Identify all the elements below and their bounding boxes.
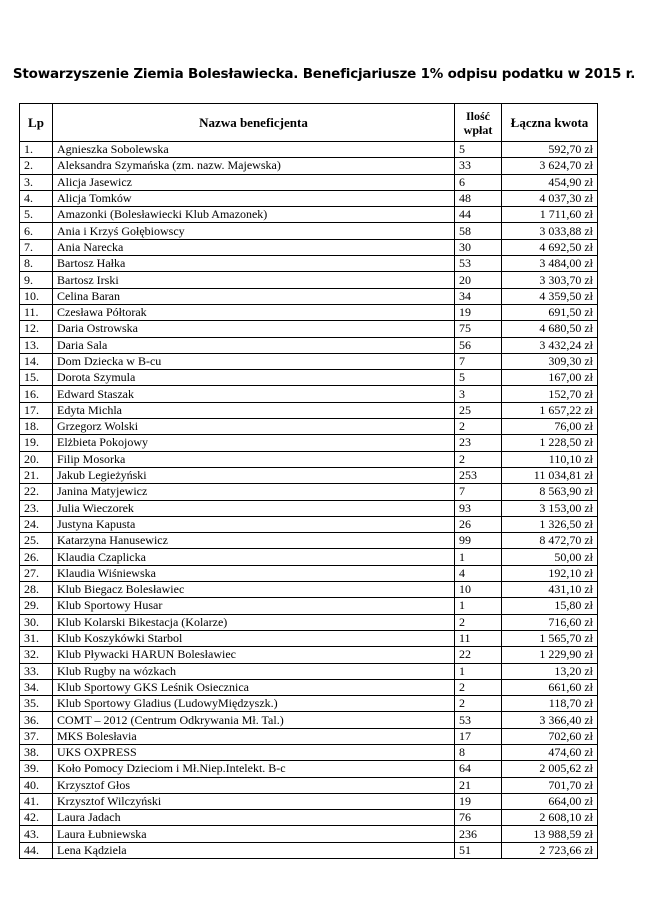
table-row [20,500,598,516]
header-count [455,104,502,142]
row-count: 2 [455,614,502,630]
row-amount: 691,50 zł [502,304,598,320]
row-amount: 11 034,81 zł [502,467,598,483]
row-name: Julia Wieczorek [53,500,455,516]
row-amount: 2 005,62 zł [502,761,598,777]
table-row [20,467,598,483]
row-name: Krzysztof Głos [53,777,455,793]
table-row [20,630,598,646]
row-count: 75 [455,321,502,337]
row-amount: 3 366,40 zł [502,712,598,728]
row-lp: 28. [20,582,53,598]
row-lp: 24. [20,516,53,532]
row-name: Dom Dziecka w B-cu [53,353,455,369]
row-amount: 4 037,30 zł [502,190,598,206]
row-name: UKS OXPRESS [53,744,455,760]
row-count: 1 [455,598,502,614]
row-name: Klub Rugby na wózkach [53,663,455,679]
row-count: 53 [455,256,502,272]
row-lp: 3. [20,174,53,190]
row-name: Daria Ostrowska [53,321,455,337]
row-count: 1 [455,663,502,679]
row-lp: 18. [20,419,53,435]
row-count: 17 [455,728,502,744]
row-amount: 118,70 zł [502,696,598,712]
row-amount: 13,20 zł [502,663,598,679]
row-lp: 19. [20,435,53,451]
row-lp: 10. [20,288,53,304]
row-amount: 8 563,90 zł [502,484,598,500]
row-count: 2 [455,451,502,467]
row-name: Bartosz Irski [53,272,455,288]
row-amount: 1 229,90 zł [502,647,598,663]
row-name: MKS Bolesłavia [53,728,455,744]
row-count: 34 [455,288,502,304]
row-name: Amazonki (Bolesławiecki Klub Amazonek) [53,207,455,223]
row-lp: 4. [20,190,53,206]
row-name: Celina Baran [53,288,455,304]
header-lp: Lp [20,104,53,142]
row-amount: 716,60 zł [502,614,598,630]
row-count: 2 [455,696,502,712]
row-name: Daria Sala [53,337,455,353]
header-count-line2: wpłat [463,122,493,137]
row-lp: 9. [20,272,53,288]
row-amount: 661,60 zł [502,679,598,695]
row-count: 53 [455,712,502,728]
row-name: Alicja Tomków [53,190,455,206]
row-count: 253 [455,467,502,483]
row-count: 6 [455,174,502,190]
row-lp: 26. [20,549,53,565]
row-amount: 1 326,50 zł [502,516,598,532]
table-row [20,679,598,695]
row-amount: 474,60 zł [502,744,598,760]
row-name: COMT – 2012 (Centrum Odkrywania Mł. Tal.) [53,712,455,728]
row-count: 76 [455,810,502,826]
row-name: Jakub Legieżyński [53,467,455,483]
row-lp: 42. [20,810,53,826]
table-row [20,582,598,598]
page-title: Stowarzyszenie Ziemia Bolesławiecka. Beneficjariusze 1% odpisu podatku w 2015 r. [12,66,636,82]
row-name: Klub Pływacki HARUN Bolesławiec [53,647,455,663]
row-count: 7 [455,484,502,500]
table-row [20,337,598,353]
row-count: 8 [455,744,502,760]
row-count: 2 [455,419,502,435]
row-count: 3 [455,386,502,402]
row-name: Filip Mosorka [53,451,455,467]
row-lp: 37. [20,728,53,744]
row-name: Janina Matyjewicz [53,484,455,500]
row-amount: 8 472,70 zł [502,533,598,549]
row-lp: 30. [20,614,53,630]
row-lp: 2. [20,158,53,174]
table-row [20,565,598,581]
table-row [20,370,598,386]
row-lp: 22. [20,484,53,500]
row-amount: 110,10 zł [502,451,598,467]
row-count: 5 [455,370,502,386]
row-lp: 1. [20,142,53,158]
row-name: Laura Łubniewska [53,826,455,842]
row-amount: 431,10 zł [502,582,598,598]
row-lp: 8. [20,256,53,272]
row-name: Bartosz Hałka [53,256,455,272]
beneficiaries-table [19,103,598,859]
row-amount: 309,30 zł [502,353,598,369]
row-name: Klaudia Czaplicka [53,549,455,565]
row-amount: 1 228,50 zł [502,435,598,451]
row-lp: 34. [20,679,53,695]
row-amount: 2 723,66 zł [502,842,598,858]
row-count: 30 [455,239,502,255]
row-lp: 5. [20,207,53,223]
table-row [20,321,598,337]
table-row [20,761,598,777]
row-name: Aleksandra Szymańska (zm. nazw. Majewska) [53,158,455,174]
row-count: 25 [455,402,502,418]
row-name: Ania Narecka [53,239,455,255]
table-row [20,207,598,223]
table-row [20,386,598,402]
row-name: Klub Kolarski Bikestacja (Kolarze) [53,614,455,630]
row-amount: 1 657,22 zł [502,402,598,418]
table-row [20,549,598,565]
row-amount: 592,70 zł [502,142,598,158]
row-amount: 50,00 zł [502,549,598,565]
row-lp: 40. [20,777,53,793]
table-row [20,142,598,158]
row-name: Lena Kądziela [53,842,455,858]
row-amount: 3 484,00 zł [502,256,598,272]
row-amount: 3 033,88 zł [502,223,598,239]
row-amount: 76,00 zł [502,419,598,435]
table-row [20,533,598,549]
row-amount: 701,70 zł [502,777,598,793]
table-row [20,598,598,614]
row-count: 44 [455,207,502,223]
row-count: 20 [455,272,502,288]
row-name: Klaudia Wiśniewska [53,565,455,581]
row-lp: 38. [20,744,53,760]
row-amount: 4 680,50 zł [502,321,598,337]
row-lp: 14. [20,353,53,369]
table-row [20,435,598,451]
row-amount: 4 692,50 zł [502,239,598,255]
row-amount: 167,00 zł [502,370,598,386]
table-row [20,223,598,239]
row-lp: 41. [20,793,53,809]
row-amount: 664,00 zł [502,793,598,809]
table-row [20,402,598,418]
row-count: 93 [455,500,502,516]
row-amount: 4 359,50 zł [502,288,598,304]
row-count: 2 [455,679,502,695]
row-name: Klub Koszykówki Starbol [53,630,455,646]
row-count: 22 [455,647,502,663]
row-count: 21 [455,777,502,793]
table-row [20,516,598,532]
row-amount: 1 565,70 zł [502,630,598,646]
table-row [20,256,598,272]
row-amount: 702,60 zł [502,728,598,744]
row-amount: 3 432,24 zł [502,337,598,353]
table-row [20,614,598,630]
row-lp: 39. [20,761,53,777]
table-row [20,158,598,174]
row-lp: 31. [20,630,53,646]
table-row [20,288,598,304]
row-amount: 3 624,70 zł [502,158,598,174]
row-count: 236 [455,826,502,842]
table-body [20,142,598,859]
table-row [20,239,598,255]
table-row [20,712,598,728]
row-count: 19 [455,304,502,320]
table-header-row [20,104,598,142]
row-lp: 15. [20,370,53,386]
row-lp: 6. [20,223,53,239]
row-lp: 29. [20,598,53,614]
row-name: Klub Sportowy Husar [53,598,455,614]
row-count: 64 [455,761,502,777]
table-row [20,696,598,712]
row-name: Agnieszka Sobolewska [53,142,455,158]
header-amount: Łączna kwota [502,104,598,142]
row-name: Klub Sportowy Gladius (LudowyMiędzyszk.) [53,696,455,712]
table-row [20,810,598,826]
row-lp: 27. [20,565,53,581]
row-count: 1 [455,549,502,565]
row-name: Klub Biegacz Bolesławiec [53,582,455,598]
row-count: 51 [455,842,502,858]
row-count: 26 [455,516,502,532]
row-lp: 21. [20,467,53,483]
row-amount: 13 988,59 zł [502,826,598,842]
table-row [20,793,598,809]
row-lp: 33. [20,663,53,679]
table-row [20,728,598,744]
row-amount: 2 608,10 zł [502,810,598,826]
row-lp: 36. [20,712,53,728]
row-lp: 25. [20,533,53,549]
row-amount: 3 303,70 zł [502,272,598,288]
header-count-line1: Ilość [466,108,490,123]
table-row [20,353,598,369]
row-count: 11 [455,630,502,646]
table-row [20,190,598,206]
row-count: 23 [455,435,502,451]
row-lp: 11. [20,304,53,320]
row-count: 58 [455,223,502,239]
row-name: Koło Pomocy Dzieciom i Mł.Niep.Intelekt. B-c [53,761,455,777]
row-lp: 35. [20,696,53,712]
row-lp: 16. [20,386,53,402]
table-row [20,272,598,288]
row-name: Ania i Krzyś Gołębiowscy [53,223,455,239]
row-name: Alicja Jasewicz [53,174,455,190]
row-name: Czesława Półtorak [53,304,455,320]
table-row [20,744,598,760]
row-lp: 20. [20,451,53,467]
row-name: Grzegorz Wolski [53,419,455,435]
table-row [20,663,598,679]
row-lp: 17. [20,402,53,418]
row-name: Katarzyna Hanusewicz [53,533,455,549]
table-row [20,647,598,663]
row-lp: 12. [20,321,53,337]
row-lp: 7. [20,239,53,255]
row-count: 10 [455,582,502,598]
table-row [20,484,598,500]
row-count: 4 [455,565,502,581]
row-amount: 1 711,60 zł [502,207,598,223]
row-name: Justyna Kapusta [53,516,455,532]
row-lp: 23. [20,500,53,516]
row-name: Laura Jadach [53,810,455,826]
row-count: 7 [455,353,502,369]
table-row [20,304,598,320]
row-name: Krzysztof Wilczyński [53,793,455,809]
row-amount: 15,80 zł [502,598,598,614]
row-count: 56 [455,337,502,353]
row-lp: 43. [20,826,53,842]
row-name: Dorota Szymula [53,370,455,386]
table-row [20,826,598,842]
row-name: Elżbieta Pokojowy [53,435,455,451]
row-amount: 3 153,00 zł [502,500,598,516]
row-count: 99 [455,533,502,549]
table-row [20,451,598,467]
table-row [20,174,598,190]
row-count: 19 [455,793,502,809]
table-row [20,419,598,435]
row-lp: 13. [20,337,53,353]
row-name: Klub Sportowy GKS Leśnik Osiecznica [53,679,455,695]
row-name: Edyta Michla [53,402,455,418]
row-count: 48 [455,190,502,206]
row-amount: 152,70 zł [502,386,598,402]
header-name: Nazwa beneficjenta [53,104,455,142]
table-row [20,777,598,793]
row-lp: 44. [20,842,53,858]
row-count: 5 [455,142,502,158]
row-amount: 192,10 zł [502,565,598,581]
row-count: 33 [455,158,502,174]
row-lp: 32. [20,647,53,663]
table-row [20,842,598,858]
row-amount: 454,90 zł [502,174,598,190]
row-name: Edward Staszak [53,386,455,402]
